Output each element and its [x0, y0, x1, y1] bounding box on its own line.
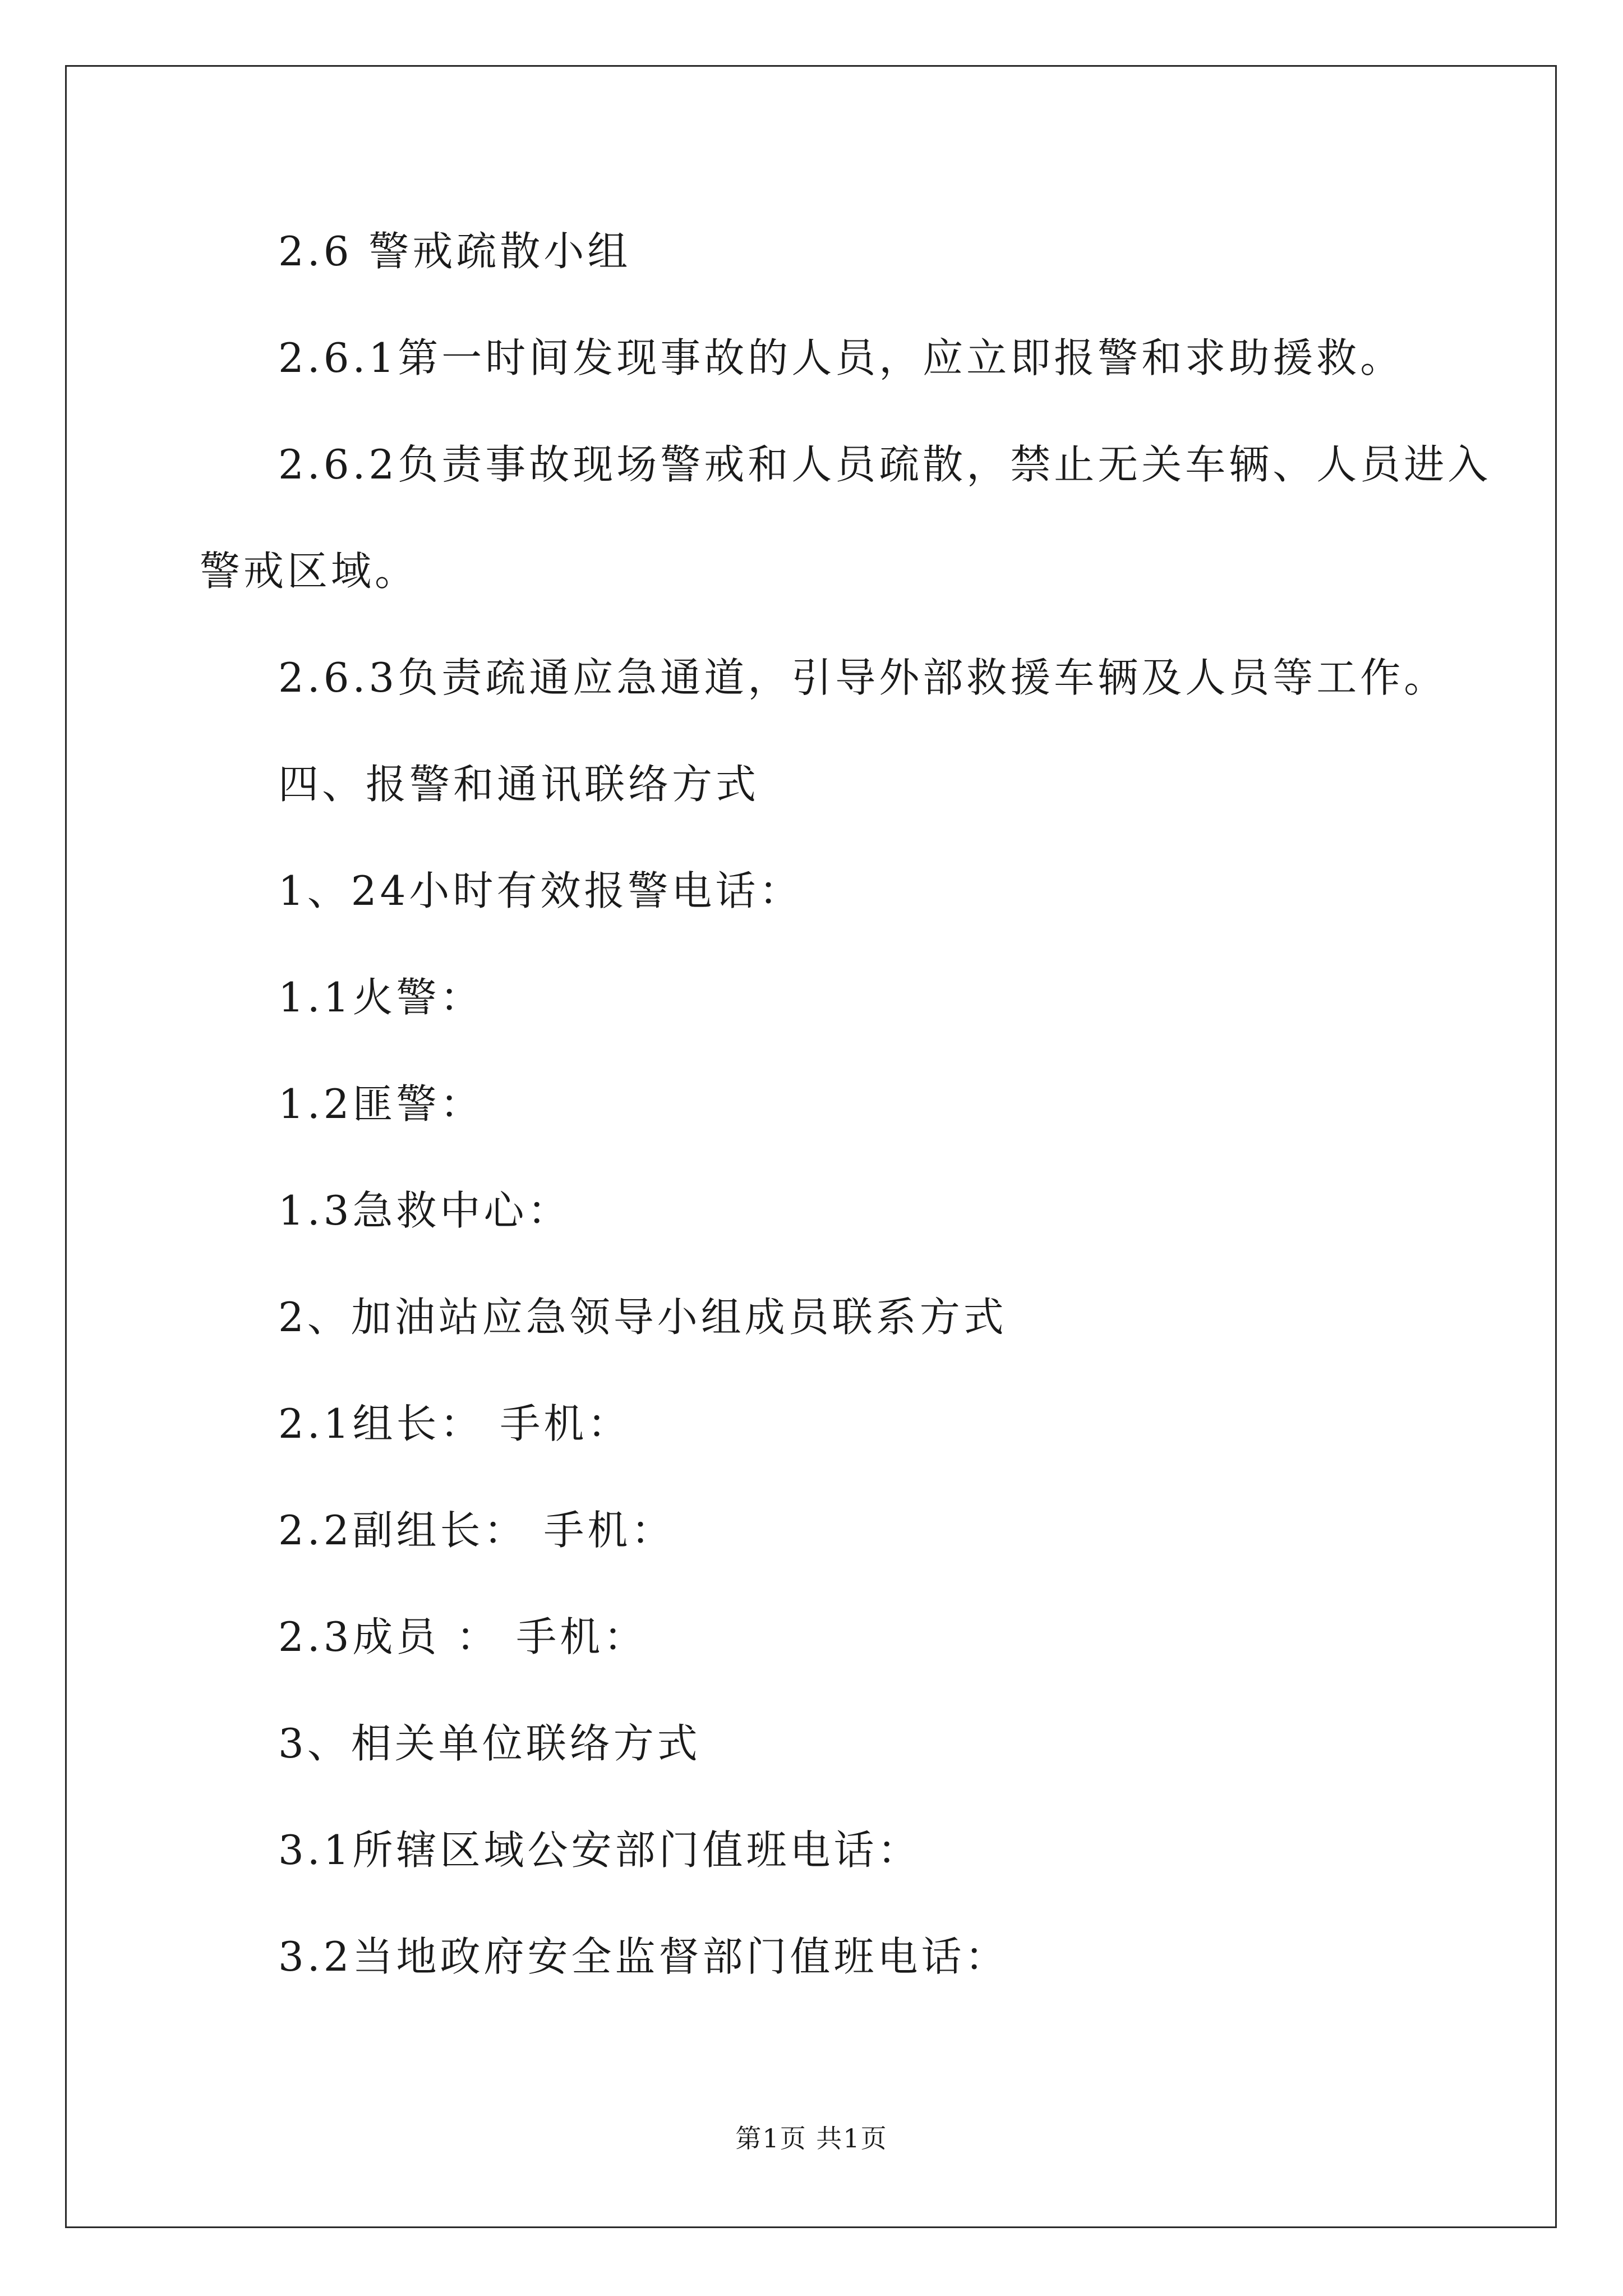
paragraph: 2.6.2负责事故现场警戒和人员疏散，禁止无关车辆、人员进入 — [278, 441, 1492, 488]
paragraph: 2.1组长： 手机： — [278, 1400, 631, 1447]
paragraph: 3.1所辖区域公安部门值班电话： — [278, 1826, 921, 1874]
page-border — [65, 65, 1557, 2228]
paragraph: 2、加油站应急领导小组成员联系方式 — [278, 1294, 1007, 1341]
section-heading: 四、报警和通讯联络方式 — [278, 761, 760, 808]
paragraph: 1.1火警： — [278, 974, 484, 1021]
paragraph: 2.6 警戒疏散小组 — [278, 228, 631, 275]
paragraph: 3、相关单位联络方式 — [278, 1720, 701, 1767]
paragraph: 1.3急救中心： — [278, 1187, 571, 1234]
paragraph: 2.2副组长： 手机： — [278, 1507, 675, 1554]
paragraph: 3.2当地政府安全监督部门值班电话： — [278, 1933, 1009, 1980]
paragraph: 2.3成员 ： 手机： — [278, 1613, 648, 1660]
paragraph: 1、24小时有效报警电话： — [278, 867, 803, 914]
paragraph: 1.2匪警： — [278, 1080, 484, 1128]
page-footer: 第1页 共1页 — [735, 2123, 888, 2154]
paragraph: 2.6.3负责疏通应急通道，引导外部救援车辆及人员等工作。 — [278, 654, 1448, 701]
paragraph: 警戒区域。 — [200, 547, 419, 595]
paragraph: 2.6.1第一时间发现事故的人员，应立即报警和求助援救。 — [278, 334, 1404, 381]
